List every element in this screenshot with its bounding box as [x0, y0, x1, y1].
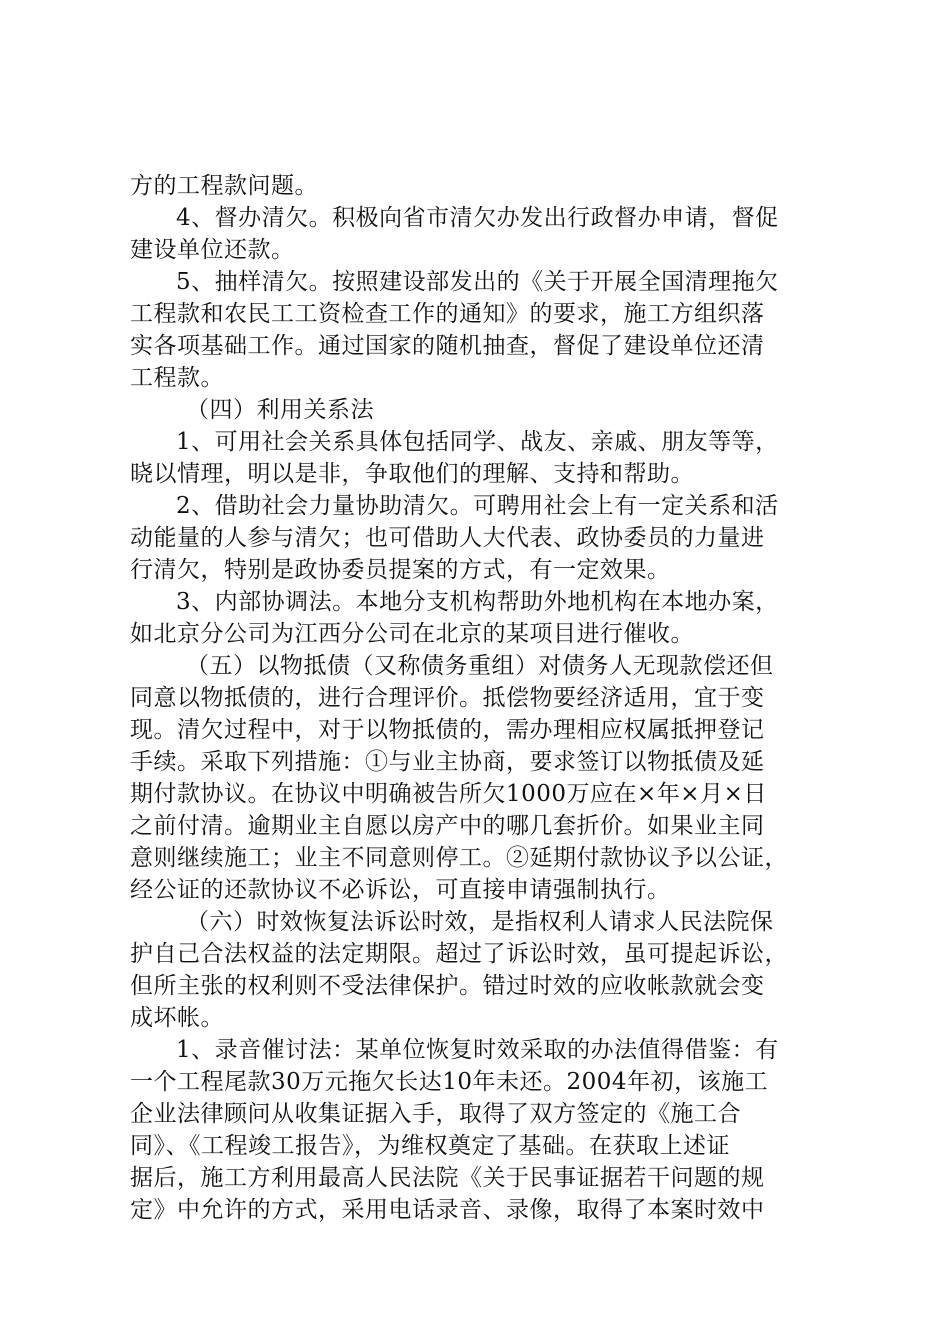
- text-line: 晓以情理，明以是非，争取他们的理解、支持和帮助。: [130, 461, 694, 487]
- text-line: 行清欠，特别是政协委员提案的方式，有一定效果。: [130, 557, 671, 583]
- text-line: 1、可用社会关系具体包括同学、战友、亲戚、朋友等等，: [176, 429, 779, 455]
- text-line: 方的工程款问题。: [130, 173, 318, 199]
- text-line: 5、抽样清欠。按照建设部发出的《关于开展全国清理拖欠: [176, 269, 779, 295]
- text-line: 3、内部协调法。本地分支机构帮助外地机构在本地办案，: [176, 589, 779, 615]
- text-line: 1、录音催讨法：某单位恢复时效采取的办法值得借鉴：有: [176, 1037, 779, 1063]
- text-line: 同意以物抵债的，进行合理评价。抵偿物要经济适用，宜于变: [130, 685, 765, 711]
- text-line: 手续。采取下列措施：①与业主协商，要求签订以物抵债及延: [130, 749, 765, 775]
- text-line: 之前付清。逾期业主自愿以房产中的哪几套折价。如果业主同: [130, 813, 765, 839]
- text-line: 建设单位还款。: [130, 237, 295, 263]
- text-line: 经公证的还款协议不必诉讼，可直接申请强制执行。: [130, 877, 671, 903]
- text-line: 企业法律顾问从收集证据入手，取得了双方签定的《施工合: [130, 1101, 741, 1127]
- text-line: 工程款。: [130, 365, 224, 391]
- text-line: 如北京分公司为江西分公司在北京的某项目进行催收。: [130, 621, 694, 647]
- document-body: [130, 170, 830, 1226]
- text-line: 同》、《工程竣工报告》，为维权奠定了基础。在获取上述证: [130, 1133, 730, 1159]
- text-line: 成坏帐。: [130, 1005, 224, 1031]
- text-line: 工程款和农民工工资检查工作的通知》的要求，施工方组织落: [130, 301, 765, 327]
- text-line: 动能量的人参与清欠；也可借助人大代表、政协委员的力量进: [130, 525, 765, 551]
- text-line: 护自己合法权益的法定期限。超过了诉讼时效，虽可提起诉讼，: [130, 941, 788, 967]
- text-line: 但所主张的权利则不受法律保护。错过时效的应收帐款就会变: [130, 973, 765, 999]
- text-line: （六）时效恢复法诉讼时效，是指权利人请求人民法院保: [186, 909, 774, 935]
- section-heading: （四）利用关系法: [186, 397, 374, 423]
- text-line: 意则继续施工；业主不同意则停工。②延期付款协议予以公证，: [130, 845, 788, 871]
- text-line: 据后，施工方利用最高人民法院《关于民事证据若干问题的规: [130, 1165, 765, 1191]
- text-line: 定》中允许的方式，采用电话录音、录像，取得了本案时效中: [130, 1197, 765, 1223]
- text-line: 4、督办清欠。积极向省市清欠办发出行政督办申请，督促: [176, 205, 779, 231]
- text-line: 2、借助社会力量协助清欠。可聘用社会上有一定关系和活: [176, 493, 779, 519]
- text-line: （五）以物抵债（又称债务重组）对债务人无现款偿还但: [186, 653, 774, 679]
- text-line: 现。清欠过程中，对于以物抵债的，需办理相应权属抵押登记: [130, 717, 765, 743]
- text-line: 一个工程尾款30万元拖欠长达10年未还。2004年初，该施工: [130, 1069, 769, 1095]
- text-line: 实各项基础工作。通过国家的随机抽查，督促了建设单位还清: [130, 333, 765, 359]
- text-line: 期付款协议。在协议中明确被告所欠1000万应在×年×月×日: [130, 781, 767, 807]
